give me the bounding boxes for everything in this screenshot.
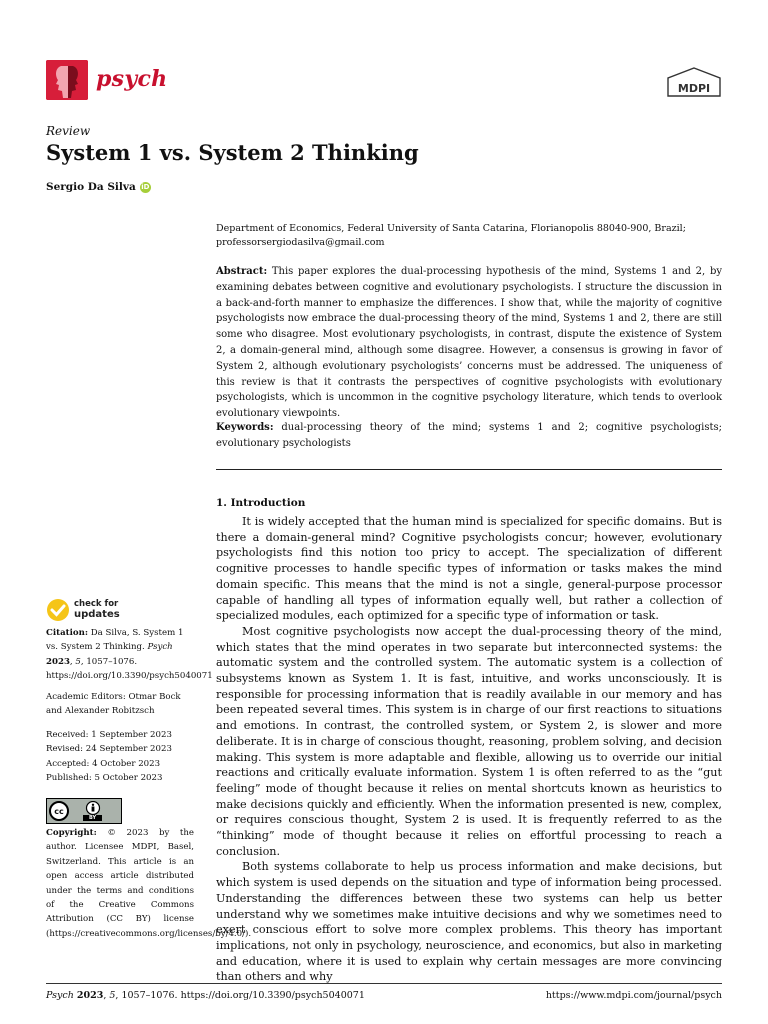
abstract-label: Abstract: <box>216 266 268 277</box>
journal-name: psych <box>96 66 168 92</box>
keywords-label: Keywords: <box>216 422 274 433</box>
abstract-text: This paper explores the dual-processing hypothesis of the mind, Systems 1 and 2, by examining debates between cognitive and evolutionary psychologists. I structure the discussion in a back-and-forth manner to emphasize the differences. I show that, while the majority of cognitive psychologists now embrace the dual-processing theory of the mind, Systems 1 and 2, there are still some who disagree. Most evolutionary psychologists, in contrast, dispute the existence of System 2, a domain-general mind, although some disagree. However, a consensus is growing in favor of System 2, although evolutionary psychologists’ concerns must be addressed. The uniqueness of this review is that it contrasts the perspectives of cognitive psychologists with evolutionary psychologists, which is uncommon in the cognitive psychology literature, which tends to overlook evolutionary viewpoints. <box>216 266 722 420</box>
check-for-updates-badge[interactable] <box>46 598 120 622</box>
citation-year: 2023 <box>46 656 70 667</box>
orcid-icon[interactable]: iD <box>141 183 150 191</box>
author-email[interactable]: professorsergiodasilva@gmail.com <box>216 237 385 248</box>
date-revised: Revised: 24 September 2023 <box>46 744 172 755</box>
dates <box>46 728 194 786</box>
footer-doi[interactable]: 1057–1076. https://doi.org/10.3390/psych5040071 <box>121 990 365 1001</box>
copyright-text: © 2023 by the author. Licensee MDPI, Basel, Switzerland. This article is an open access article distributed under the terms and conditions of the Creative Commons Attribution (CC BY) license (https://creativecommons.org/licenses/by/4.0/). <box>46 828 252 939</box>
head-profile-icon <box>46 60 88 100</box>
citation-journal: Psych <box>147 642 173 653</box>
check-updates-icon <box>46 598 70 622</box>
article-title: System 1 vs. System 2 Thinking <box>46 140 419 165</box>
author-name: Sergio Da Silva <box>46 181 136 193</box>
keywords <box>216 420 722 452</box>
cc-license-badge[interactable] <box>46 798 122 824</box>
publisher-name: MDPI <box>677 82 711 95</box>
citation-label: Citation: <box>46 628 89 638</box>
publisher-logo <box>666 66 722 100</box>
paragraph: Both systems collaborate to help us process information and make decisions, but which system is used depends on the situation and type of information being processed. Understanding the differences between these two systems can help us better understand why we sometimes make intuitive decisions and why we sometimes need to exert conscious effort to solve more complex problems. This theory has important implications, not only in psychology, neuroscience, and economics, but also in marketing and education, where it is used to explain why certain messages are more convincing than others and why <box>216 860 722 984</box>
date-accepted: Accepted: 4 October 2023 <box>46 758 161 769</box>
copyright <box>46 826 252 941</box>
date-received: Received: 1 September 2023 <box>46 730 172 740</box>
section-heading: 1. Introduction <box>216 497 306 509</box>
date-published: Published: 5 October 2023 <box>46 773 163 784</box>
footer-journal: Psych <box>46 990 74 1001</box>
copyright-label: Copyright: <box>46 828 97 838</box>
keywords-text: dual-processing theory of the mind; systems 1 and 2; cognitive psychologists; evolutionary psychologists <box>216 422 722 449</box>
paragraph: Most cognitive psychologists now accept the dual-processing theory of the mind, which states that the mind operates in two separate but interconnected systems: the automatic system and the controlled system. The automatic system is a collection of subsystems known as System 1. It is fast, intuitive, and works unconsciously. It is responsible for processing information that is readily available in our memory and has been repeated several times. This system is in charge of our first reactions to situations and emotions. In contrast, the controlled system, or System 2, is slower and more deliberate. It is in charge of conscious thought, reasoning, problem solving, and decision making. This system is more adaptable and flexible, allowing us to override our initial reactions and critically evaluate information. System 1 is often referred to as the “gut feeling” mode of thought because it relies on mental shortcuts known as heuristics to make decisions quickly and efficiently. When the information presented is new, complex, or requires conscious thought, System 2 is used. It is frequently referred to as the “thinking” mode of thought because it relies on effortful processing to reach a conclusion. <box>216 624 722 858</box>
citation: Citation: Da Silva, S. System 1 vs. System 2 Thinking. Psych 2023, 5, 1057–1076. https://doi.org/10.3390/psych5040071 <box>46 628 213 682</box>
affiliation-address: Department of Economics, Federal University of Santa Catarina, Florianopolis 88040-900, Brazil; <box>216 223 686 234</box>
journal-logo <box>46 60 88 100</box>
check-line1: check for <box>74 599 119 609</box>
citation-text: Da Silva, S. System 1 vs. System 2 Thinking. <box>46 628 184 653</box>
footer-citation: Psych 2023, 5, 1057–1076. https://doi.org/10.3390/psych5040071 <box>46 990 365 1001</box>
body-text <box>216 514 722 985</box>
citation-volume: 5 <box>75 656 81 667</box>
check-line2: updates <box>74 609 120 620</box>
academic-editors: Academic Editors: Otmar Bock and Alexander Robitzsch <box>46 692 181 717</box>
article-type: Review <box>46 124 91 138</box>
by-label: BY <box>83 815 102 821</box>
footer-volume: 5 <box>109 990 116 1001</box>
footer-rule <box>46 983 722 984</box>
footer-journal-url[interactable]: https://www.mdpi.com/journal/psych <box>545 990 722 1001</box>
affiliation <box>216 222 716 250</box>
cc-icon: cc <box>49 801 69 821</box>
abstract <box>216 264 722 422</box>
paragraph: It is widely accepted that the human mind is specialized for specific domains. But is there a domain-general mind? Cognitive psychologists concur; however, evolutionary psychologists find this notion too pricy to accept. The specialization of different cognitive processes to handle specific types of information or tasks makes the mind domain specific. This means that the mind is not a single, general-purpose processor capable of handling all types of information equally well, but rather a collection of specialized modules, each optimized for a specific type of information or task. <box>216 515 722 623</box>
citation-doi[interactable]: 1057–1076. https://doi.org/10.3390/psych5040071 <box>46 656 213 682</box>
author-line <box>46 181 151 193</box>
attribution-person-icon <box>85 801 101 815</box>
footer-year: 2023 <box>76 990 104 1001</box>
mdpi-logo-icon <box>666 66 722 100</box>
section-divider <box>216 469 722 470</box>
